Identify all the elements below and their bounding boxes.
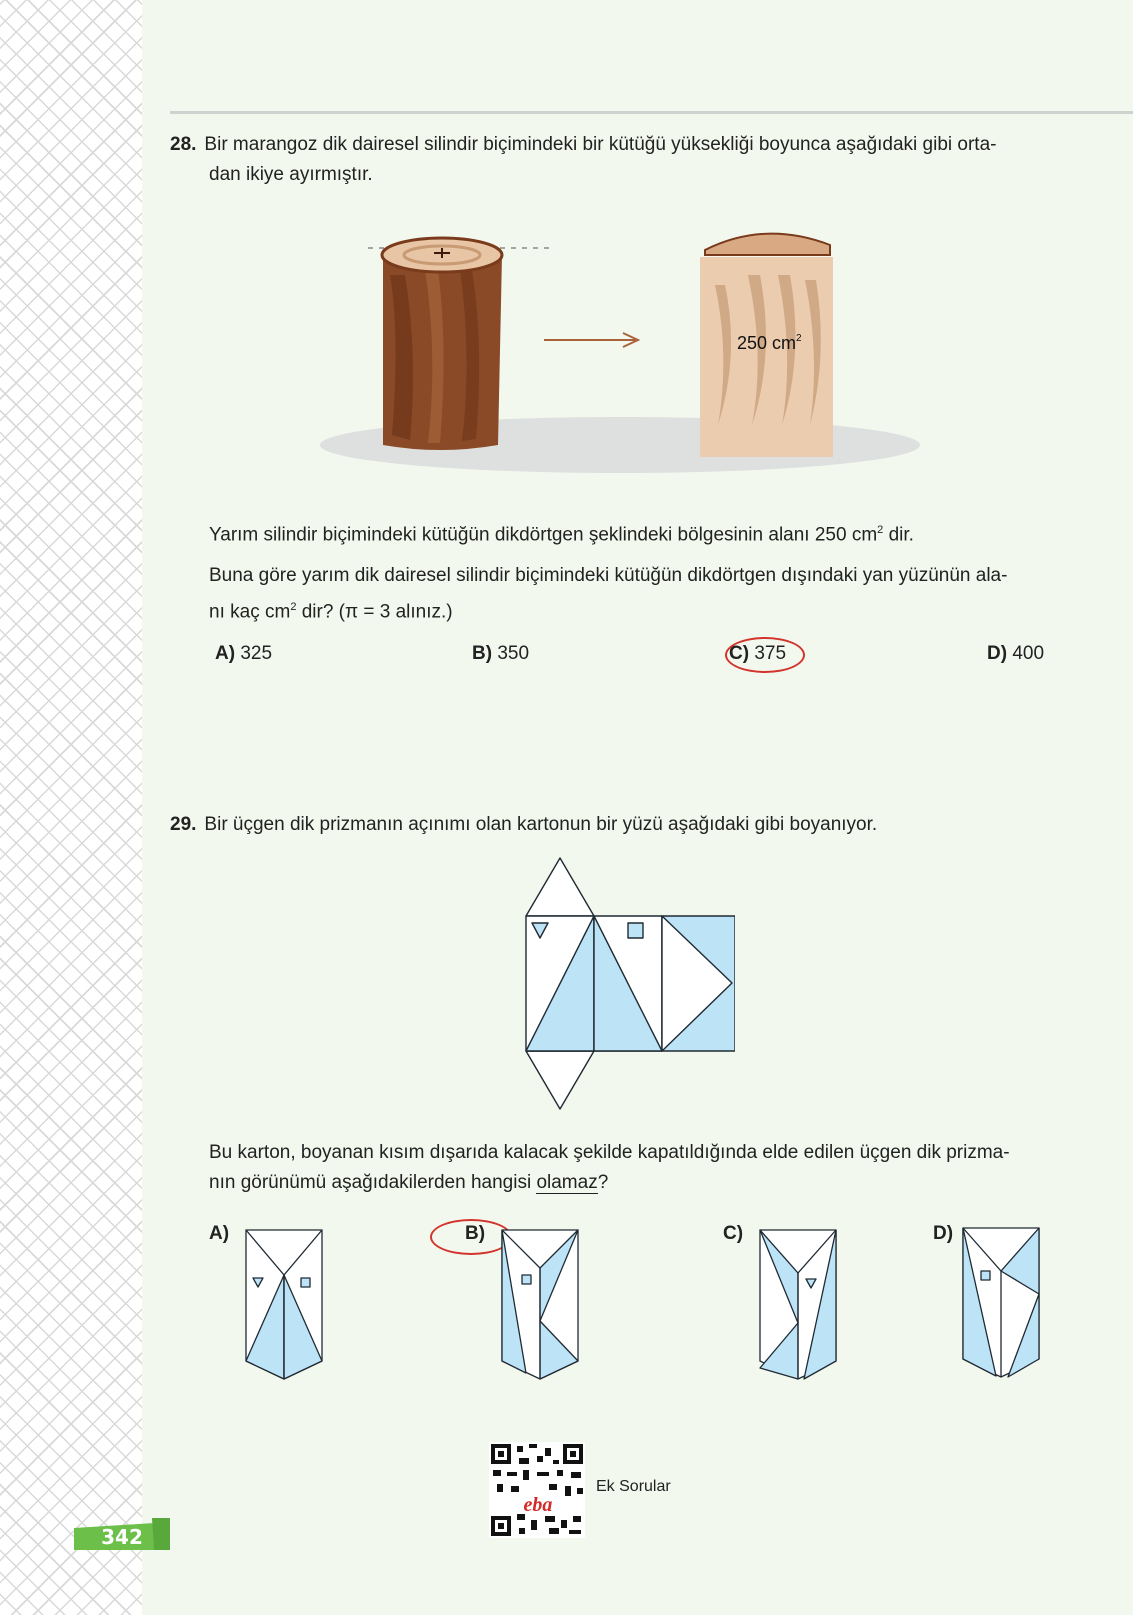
q28-intro-line2: dan ikiye ayırmıştır. bbox=[209, 164, 373, 185]
option-letter: A) bbox=[209, 1223, 230, 1244]
qr-code-icon[interactable] bbox=[489, 1442, 585, 1538]
page-number-tab bbox=[74, 1518, 170, 1550]
extra-questions-label[interactable]: Ek Sorular bbox=[596, 1478, 671, 1495]
q29-option-c-prism[interactable] bbox=[758, 1228, 838, 1381]
q29-option-d-label[interactable] bbox=[933, 1223, 953, 1245]
q29-intro bbox=[170, 810, 877, 840]
option-letter: D) bbox=[987, 643, 1008, 664]
q28-question-line2 bbox=[209, 592, 453, 627]
option-value: 350 bbox=[497, 643, 530, 664]
page-number: 342 bbox=[101, 1525, 143, 1549]
q28-q2-end: dir? (π = 3 alınız.) bbox=[296, 601, 453, 623]
option-letter: A) bbox=[215, 643, 236, 664]
option-letter: B) bbox=[472, 643, 493, 664]
q29-option-a-label[interactable] bbox=[209, 1223, 229, 1245]
q28-option-d[interactable] bbox=[987, 643, 1044, 665]
option-value: 375 bbox=[754, 643, 787, 664]
area-label: 250 $cm^2$ bbox=[737, 333, 802, 353]
q29-option-c-label[interactable] bbox=[723, 1223, 743, 1245]
decorative-lattice-margin bbox=[0, 0, 142, 1615]
prism-net-figure bbox=[520, 855, 735, 1110]
q29-number: 29. bbox=[170, 814, 197, 835]
q28-number: 28. bbox=[170, 134, 197, 155]
superscript: 2 bbox=[290, 601, 297, 613]
option-value: 400 bbox=[1012, 643, 1045, 664]
q29-option-d-prism[interactable] bbox=[961, 1226, 1041, 1381]
q29-question-line2 bbox=[209, 1168, 608, 1198]
q28-intro-line1: Bir marangoz dik dairesel silindir biçimindeki bir kütüğü yüksekliği boyunca aşağıdaki gibi orta- bbox=[204, 134, 997, 155]
q28-intro bbox=[170, 130, 996, 160]
q28-info bbox=[209, 515, 914, 550]
full-log-icon bbox=[382, 238, 502, 450]
header-divider bbox=[170, 111, 1133, 114]
eba-logo: eba bbox=[523, 1494, 553, 1516]
answer-mark-circle bbox=[725, 637, 805, 673]
option-letter: C) bbox=[729, 643, 750, 664]
q28-question-line1: Buna göre yarım dik dairesel silindir biçimindeki kütüğün dikdörtgen dışındaki yan yüzünün ala- bbox=[209, 565, 1008, 586]
emphasis-word: olamaz bbox=[536, 1172, 598, 1193]
q29-q2-end: ? bbox=[597, 1172, 609, 1193]
q29-intro-text: Bir üçgen dik prizmanın açınımı olan kartonun bir yüzü aşağıdaki gibi boyanıyor. bbox=[204, 814, 878, 835]
q29-q2-text: nın görünümü aşağıdakilerden hangisi bbox=[209, 1172, 537, 1193]
log-split-figure bbox=[320, 215, 930, 475]
q28-option-a[interactable] bbox=[215, 643, 272, 665]
option-letter: C) bbox=[723, 1223, 744, 1244]
q29-option-a-prism[interactable] bbox=[244, 1228, 324, 1381]
q28-info-text: Yarım silindir biçimindeki kütüğün dikdörtgen şeklindeki bölgesinin alanı 250 cm bbox=[209, 524, 878, 546]
q29-option-b-prism[interactable] bbox=[500, 1228, 580, 1381]
q28-option-b[interactable] bbox=[472, 643, 529, 665]
q28-q2-text: nı kaç cm bbox=[209, 601, 291, 623]
q28-info-end: dir. bbox=[883, 524, 914, 546]
option-value: 325 bbox=[240, 643, 273, 664]
option-letter: D) bbox=[933, 1223, 954, 1244]
q29-question-line1: Bu karton, boyanan kısım dışarıda kalacak şekilde kapatıldığında elde edilen üçgen dik prizma- bbox=[209, 1142, 1010, 1163]
option-letter: B) bbox=[465, 1223, 486, 1244]
superscript: 2 bbox=[877, 524, 884, 536]
